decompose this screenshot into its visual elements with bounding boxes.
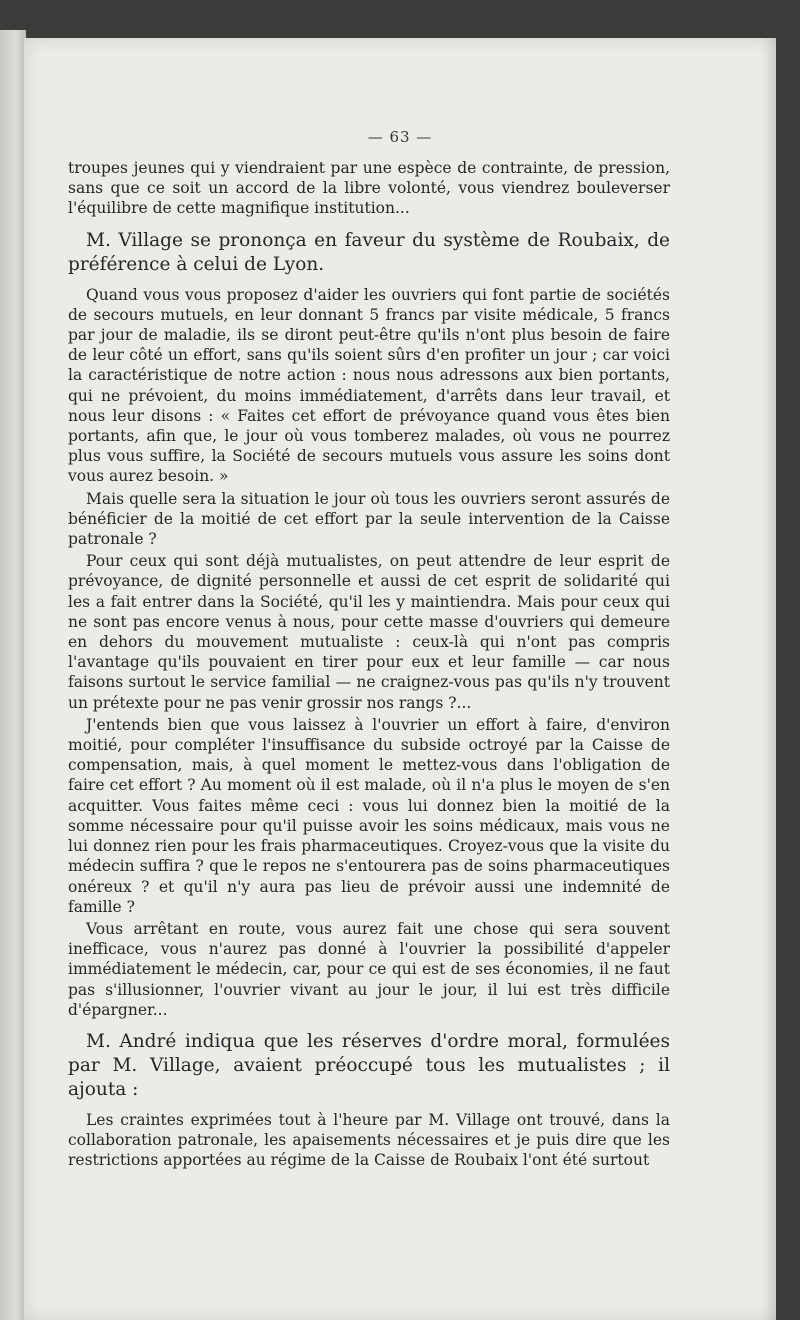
paragraph-quote-5: Vous arrêtant en route, vous aurez fait une chose qui sera souvent inefficace, vous n'aurez pas donné à l'ouvrier la possibilité d'appeler immédiatement le médecin, car, pour ce qui est de ses économies, il ne faut pas s'illusionner, l'ouvrier vivant au jour le jour, il lui est très difficile d'épargner...	[68, 919, 670, 1019]
page-number: — 63 —	[367, 128, 433, 146]
document-page	[24, 38, 776, 1320]
paragraph-quote-1: Quand vous vous proposez d'aider les ouvriers qui font partie de sociétés de secours mutuels, en leur donnant 5 francs par visite médicale, 5 francs par jour de maladie, ils se diront peut-être qu'ils n'ont plus besoin de faire de leur côté un effort, sans qu'ils soient sûrs d'en profiter un jour ; car voici la caractéristique de notre action : nous nous adressons aux bien portants, qui ne prévoient, du moins immédiatement, d'arrêts dans leur travail, et nous leur disons : « Faites cet effort de prévoyance quand vous êtes bien portants, afin que, le jour où vous tomberez malades, où vous ne pourrez plus vous suffire, la Société de secours mutuels vous assure les soins dont vous aurez besoin. »	[68, 285, 670, 486]
page-body	[68, 158, 670, 1171]
paragraph-quote-3: Pour ceux qui sont déjà mutualistes, on peut attendre de leur esprit de prévoyance, de dignité personnelle et aussi de cet esprit de solidarité qui les a fait entrer dans la Société, qu'il les y maintiendra. Mais pour ceux qui ne sont pas encore venus à nous, pour cette masse d'ouvriers qui demeure en dehors du mouvement mutualiste : ceux-là qui n'ont pas compris l'avantage qu'ils pouvaient en tirer pour eux et leur famille — car nous faisons surtout le service familial — ne craignez-vous pas qu'ils n'y trouvent un prétexte pour ne pas venir grossir nos rangs ?...	[68, 552, 670, 712]
paragraph-quote-4: J'entends bien que vous laissez à l'ouvrier un effort à faire, d'environ moitié, pour compléter l'insuffisance du subside octroyé par la Caisse de compensation, mais, à quel moment le mettez-vous dans l'obligation de faire cet effort ? Au moment où il est malade, où il n'a plus le moyen de s'en acquitter. Vous faites même ceci : vous lui donnez bien la moitié de la somme nécessaire pour qu'il puisse avoir les soins médicaux, mais vous ne lui donnez rien pour les frais pharmaceutiques. Croyez-vous que la visite du médecin suffira ? que le repos ne s'entourera pas de soins pharmaceutiques onéreux ? et qu'il n'y aura pas lieu de prévoir aussi une indemnité de famille ?	[68, 715, 670, 916]
paragraph-andre-intro: M. André indiqua que les réserves d'ordre moral, formulées par M. Village, avaient préoccupé tous les mutualistes ; il ajouta :	[68, 1030, 670, 1100]
previous-page-edge	[0, 30, 26, 1320]
page-shadow-edge	[762, 38, 776, 1320]
paragraph-continuation: troupes jeunes qui y viendraient par une espèce de contrainte, de pression, sans que ce soit un accord de la libre volonté, vous viendrez bouleverser l'équilibre de cette magnifique institution...	[68, 159, 670, 218]
paragraph-andre-quote: Les craintes exprimées tout à l'heure par M. Village ont trouvé, dans la collaboration patronale, les apaisements nécessaires et je puis dire que les restrictions apportées au régime de la Caisse de Roubaix l'ont été surtout	[68, 1110, 670, 1170]
paragraph-quote-2: Mais quelle sera la situation le jour où tous les ouvriers seront assurés de bénéficier de la moitié de cet effort par la seule intervention de la Caisse patronale ?	[68, 489, 670, 549]
paragraph-village-intro: M. Village se prononça en faveur du système de Roubaix, de préférence à celui de Lyon.	[68, 229, 670, 275]
